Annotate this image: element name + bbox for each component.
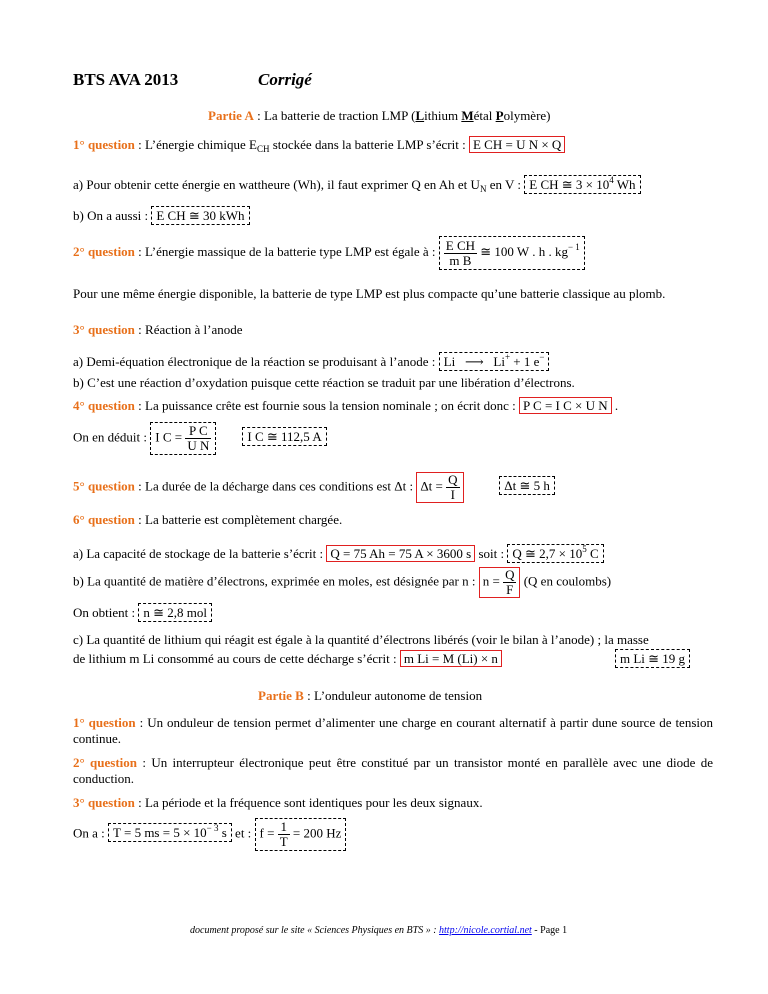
q2-paragraph: Pour une même énergie disponible, la batterie de type LMP est plus compacte qu’une batterie classique au plomb. <box>73 286 666 301</box>
q5-num: Q <box>448 472 458 487</box>
q3a-plus: + <box>504 352 511 362</box>
q5-text: : La durée de la décharge dans ces conditions est Δt : <box>134 478 414 494</box>
q5-den: I <box>450 487 455 502</box>
b3-T-unit: s <box>218 825 227 841</box>
q5-line <box>73 472 555 503</box>
b3-et: et : <box>235 825 252 841</box>
q4-fraction <box>185 424 211 453</box>
q4-den: U N <box>187 438 210 453</box>
q5-result: Δt ≅ 5 h <box>499 476 555 495</box>
b3-f-lhs: f = <box>259 825 275 841</box>
b3-T-exp: − 3 <box>206 823 219 834</box>
q6a-formula: Q = 75 Ah = 75 A × 3600 s <box>326 545 475 562</box>
word-etal: étal <box>473 108 496 123</box>
word-ithium: ithium <box>424 108 462 123</box>
b3-f-num: 1 <box>278 820 290 835</box>
q6a-exp: 5 <box>582 544 587 554</box>
b3-f-formula <box>255 818 347 851</box>
q1a-exp: 4 <box>609 175 614 185</box>
q6-n-result: n ≅ 2,8 mol <box>138 603 212 622</box>
q3a-left: Li <box>443 354 456 369</box>
q4-line <box>73 398 618 414</box>
q2-exp: − 1 <box>567 242 580 252</box>
letter-p: P <box>495 108 504 123</box>
q6c-line1: c) La quantité de lithium qui réagit est égale à la quantité d’électrons libérés (voir le bilan à l’anode) ; la masse <box>73 632 649 647</box>
q1-formula: E CH = U N × Q <box>469 136 565 153</box>
q1a-formula: E CH ≅ 3 × 10 <box>529 177 610 192</box>
q6c-result-line <box>615 651 690 667</box>
q6c-text2: de lithium m Li consommé au cours de cette décharge s’écrit : <box>73 651 397 666</box>
q1b-result: E CH ≅ 30 kWh <box>151 206 249 225</box>
b2-text: : Un interrupteur électronique peut être constitué par un transistor monté en parallèle avec une diode de conduction. <box>73 755 713 786</box>
q1-line <box>73 137 565 157</box>
b3-line <box>73 795 483 811</box>
q6b-formula <box>479 567 521 598</box>
b3-label: 3° question <box>73 795 135 810</box>
q3a-right: Li <box>493 354 505 369</box>
q2-label: 2° question <box>73 243 135 259</box>
q3-text: : Réaction à l’anode <box>134 322 243 337</box>
q3a-electron: + 1 e <box>510 354 540 369</box>
q6b-note: (Q en coulombs) <box>520 573 612 589</box>
q6c-result: m Li ≅ 19 g <box>615 649 690 668</box>
footer-link[interactable]: http://nicole.cortial.net <box>439 925 532 936</box>
q1a-result <box>524 175 640 194</box>
q2-fraction <box>444 239 477 268</box>
q2-num: E CH <box>445 237 476 253</box>
q5-label: 5° question <box>73 478 135 494</box>
q6-line <box>73 512 342 528</box>
q6a-unit: C <box>586 546 599 561</box>
q1-text2: stockée dans la batterie LMP s’écrit : <box>269 137 466 152</box>
q3-label: 3° question <box>73 322 135 337</box>
q1a-text2: en V : <box>486 177 521 192</box>
q2-text: : L’énergie massique de la batterie type LMP est égale à : <box>134 243 436 259</box>
q1-text-sub: CH <box>256 144 270 154</box>
q6a-value: Q ≅ 2,7 × 10 <box>512 546 583 561</box>
q6-obtient-line <box>73 605 212 621</box>
q5-formula <box>416 472 463 503</box>
q4-num: P C <box>185 424 211 439</box>
q1a-text: a) Pour obtenir cette énergie en wattheure (Wh), il faut exprimer Q en Ah et U <box>73 177 480 192</box>
q6b-fraction <box>503 568 516 597</box>
q6a-text: a) La capacité de stockage de la batterie s’écrit : <box>73 546 324 561</box>
document-title: BTS AVA 2013 <box>73 70 179 89</box>
partie-b-heading-text: : L’onduleur autonome de tension <box>303 688 483 703</box>
q1-text: : L’énergie chimique E <box>134 137 257 152</box>
letter-l: L <box>415 108 425 123</box>
b1-paragraph <box>73 715 713 747</box>
q6b-line <box>73 567 611 598</box>
q3a-text: a) Demi-équation électronique de la réaction se produisant à l’anode : <box>73 354 436 369</box>
partie-b-heading <box>258 688 482 704</box>
q4-deduce-line <box>73 422 327 455</box>
q3-line <box>73 322 243 338</box>
b3-T-formula <box>108 823 232 842</box>
q1-label: 1° question <box>73 137 135 152</box>
q3a-equation <box>439 352 550 371</box>
b3-f-fraction <box>278 820 290 849</box>
b3-text: : La période et la fréquence sont identiques pour les deux signaux. <box>134 795 483 810</box>
footer-page: - Page 1 <box>531 925 568 936</box>
q6a-line <box>73 541 604 562</box>
q6b-lhs: n = <box>482 573 500 589</box>
b3-f-result: = 200 Hz <box>292 825 342 841</box>
q2-result <box>439 236 585 270</box>
q5-lhs: Δt = <box>420 478 443 494</box>
footer-text: document proposé sur le site « Sciences Physiques en BTS » : <box>190 925 440 936</box>
q6b-num: Q <box>505 567 515 582</box>
q6b-text: b) La quantité de matière d’électrons, exprimée en moles, est désignée par n : <box>73 573 476 589</box>
q5-fraction <box>446 473 459 502</box>
q6-label: 6° question <box>73 512 135 527</box>
footer <box>190 925 567 937</box>
partie-a-heading <box>208 108 551 124</box>
q2-value: ≅ 100 W . h . kg <box>477 244 568 259</box>
q1b-text: b) On a aussi : <box>73 208 149 223</box>
b3-ona: On a : <box>73 825 105 841</box>
q4-ic-formula <box>150 422 216 455</box>
partie-a-heading-pre: : La batterie de traction LMP ( <box>253 108 416 123</box>
q6a-result <box>507 544 603 563</box>
q1a-unit: Wh <box>613 177 636 192</box>
q6b-den: F <box>506 582 514 597</box>
q1a-sub: N <box>479 184 487 194</box>
q4-deduce: On en déduit : <box>73 429 148 445</box>
word-olymere: olymère) <box>503 108 551 123</box>
b3-T-value: T = 5 ms = 5 × 10 <box>113 825 207 841</box>
q6c-formula: m Li = M (Li) × n <box>400 650 502 667</box>
b3-f-den: T <box>279 834 288 849</box>
partie-a-label: Partie A <box>208 108 254 123</box>
q3a-minus: − <box>539 352 545 362</box>
q4-formula: P C = I C × U N <box>519 397 612 414</box>
b1-label: 1° question <box>73 715 136 730</box>
q4-ic: I C = <box>155 429 183 445</box>
q4-end: . <box>611 398 619 413</box>
q6c-line2 <box>73 651 502 667</box>
q6-obtient: On obtient : <box>73 605 136 620</box>
q1a-line <box>73 172 641 197</box>
b2-paragraph <box>73 755 713 787</box>
q3a-arrow: ⟶ <box>464 354 484 369</box>
b3-formulas-line <box>73 818 346 851</box>
q6-text: : La batterie est complètement chargée. <box>134 512 343 527</box>
q4-text: : La puissance crête est fournie sous la tension nominale ; on écrit donc : <box>134 398 516 413</box>
document-subtitle: Corrigé <box>258 70 312 89</box>
q1b-line <box>73 208 250 224</box>
q2-line <box>73 236 585 270</box>
letter-m: M <box>461 108 474 123</box>
q3b-line: b) C’est une réaction d’oxydation puisque cette réaction se traduit par une libération d’électrons. <box>73 375 575 390</box>
b2-label: 2° question <box>73 755 138 770</box>
b1-text: : Un onduleur de tension permet d’alimenter une charge en courant alternatif à partir dune source de tension continue. <box>73 715 713 746</box>
q6a-soit: soit : <box>475 546 505 561</box>
q4-result: I C ≅ 112,5 A <box>242 427 326 446</box>
q4-label: 4° question <box>73 398 135 413</box>
q3a-line <box>73 349 549 370</box>
q2-den: m B <box>449 252 472 268</box>
partie-b-label: Partie B <box>258 688 304 703</box>
